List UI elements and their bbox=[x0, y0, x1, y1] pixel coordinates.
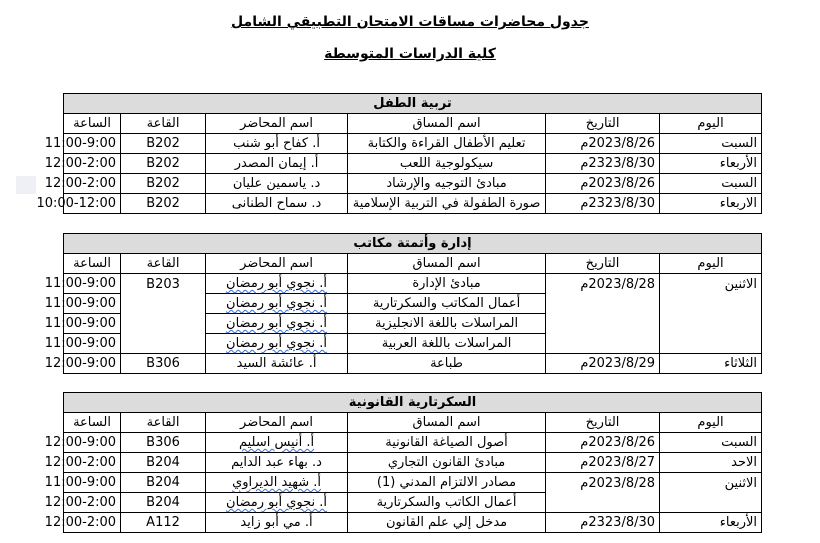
cell-day: الاثنين bbox=[660, 473, 762, 513]
cell-course: سيكولوجية اللعب bbox=[348, 154, 546, 174]
cell-time: 11:00-9:00 bbox=[64, 294, 121, 314]
section-title: تربية الطفل bbox=[64, 94, 762, 114]
cell-day: الأربعاء bbox=[660, 154, 762, 174]
cell-lecturer: د. ياسمين عليان bbox=[206, 174, 348, 194]
cell-date: 2023/8/26م bbox=[546, 433, 660, 453]
cell-lecturer: أ. كفاح أبو شنب bbox=[206, 134, 348, 154]
cell-day: الاحد bbox=[660, 453, 762, 473]
cell-room: B306 bbox=[121, 354, 206, 374]
cell-room: B306 bbox=[121, 433, 206, 453]
cell-time: 11:00-9:00 bbox=[64, 134, 121, 154]
cell-lecturer bbox=[206, 274, 348, 294]
cell-time: 12:00-2:00 bbox=[64, 174, 121, 194]
cell-lecturer: أ. مي أبو زايد bbox=[206, 513, 348, 533]
cell-date: 2323/8/30م bbox=[546, 154, 660, 174]
lecturer-name: أ. شهيد الديراوي bbox=[232, 475, 321, 490]
cell-day: السبت bbox=[660, 134, 762, 154]
section-title: السكرتارية القانونية bbox=[64, 393, 762, 413]
cell-lecturer: د. بهاء عبد الدايم bbox=[206, 453, 348, 473]
page-title: جدول محاضرات مساقات الامتحان التطبيقي الشامل bbox=[231, 14, 589, 30]
table-row bbox=[64, 473, 762, 493]
cell-time: 11:00-9:00 bbox=[64, 314, 121, 334]
cell-date: 2023/8/28م bbox=[546, 473, 660, 513]
header-day: اليوم bbox=[660, 413, 762, 433]
lecturer-name: أ. نجوي أبو رمضان bbox=[226, 296, 328, 311]
cell-room: B203 bbox=[121, 274, 206, 354]
header-lecturer: اسم المحاضر bbox=[206, 413, 348, 433]
table-row bbox=[64, 154, 762, 174]
cell-room: B202 bbox=[121, 174, 206, 194]
schedule-table-office-management bbox=[44, 233, 762, 374]
table-row bbox=[64, 433, 762, 453]
header-day: اليوم bbox=[660, 114, 762, 134]
cell-time: 12:00-9:00 bbox=[64, 354, 121, 374]
header-time: الساعة bbox=[64, 114, 121, 134]
cell-course: المراسلات باللغة الانجليزية bbox=[348, 314, 546, 334]
header-lecturer: اسم المحاضر bbox=[206, 114, 348, 134]
schedule-table-child-education bbox=[36, 93, 762, 214]
cell-time: 12:00-2:00 bbox=[64, 513, 121, 533]
section-title: إدارة وأتمتة مكاتب bbox=[64, 234, 762, 254]
cell-day: السبت bbox=[660, 174, 762, 194]
header-date: التاريخ bbox=[546, 413, 660, 433]
cell-day: الثلاثاء bbox=[660, 354, 762, 374]
cell-course: مبادئ التوجيه والإرشاد bbox=[348, 174, 546, 194]
cell-room: B202 bbox=[121, 154, 206, 174]
cell-time: 11:00-9:00 bbox=[64, 274, 121, 294]
cell-day: الاثنين bbox=[660, 274, 762, 354]
cell-lecturer bbox=[206, 294, 348, 314]
cell-lecturer bbox=[206, 314, 348, 334]
table-row bbox=[64, 453, 762, 473]
cell-time: 11:00-9:00 bbox=[64, 334, 121, 354]
table-row bbox=[64, 174, 762, 194]
header-lecturer: اسم المحاضر bbox=[206, 254, 348, 274]
cell-day: السبت bbox=[660, 433, 762, 453]
header-course: اسم المساق bbox=[348, 413, 546, 433]
cell-course: مبادئ الإدارة bbox=[348, 274, 546, 294]
header-date: التاريخ bbox=[546, 114, 660, 134]
cell-time: 12:00-2:00 bbox=[64, 453, 121, 473]
table-row bbox=[64, 194, 762, 214]
cell-time: 12:00-2:00 bbox=[64, 154, 121, 174]
cell-date: 2023/8/26م bbox=[546, 134, 660, 154]
cell-room: A112 bbox=[121, 513, 206, 533]
cell-course: مبادئ القانون التجاري bbox=[348, 453, 546, 473]
cell-time: 12:00-2:00 bbox=[64, 493, 121, 513]
cell-course: صورة الطفولة في التربية الإسلامية bbox=[348, 194, 546, 214]
header-time: الساعة bbox=[64, 413, 121, 433]
cell-date: 2023/8/27م bbox=[546, 453, 660, 473]
cell-time: 10:00-12:00 bbox=[64, 194, 121, 214]
header-course: اسم المساق bbox=[348, 114, 546, 134]
header-room: القاعة bbox=[121, 413, 206, 433]
cell-room: B204 bbox=[121, 473, 206, 493]
table-row bbox=[64, 354, 762, 374]
cell-course: تعليم الأطفال القراءة والكتابة bbox=[348, 134, 546, 154]
cell-course: المراسلات باللغة العربية bbox=[348, 334, 546, 354]
table-row bbox=[64, 513, 762, 533]
selection-marker bbox=[16, 176, 36, 194]
page-subtitle: كلية الدراسات المتوسطة bbox=[324, 46, 496, 62]
cell-lecturer bbox=[206, 493, 348, 513]
cell-lecturer bbox=[206, 433, 348, 453]
cell-course: أصول الصياغة القانونية bbox=[348, 433, 546, 453]
lecturer-name: أ. نجوي أبو رمضان bbox=[226, 276, 328, 291]
header-day: اليوم bbox=[660, 254, 762, 274]
header-course: اسم المساق bbox=[348, 254, 546, 274]
cell-room: B204 bbox=[121, 493, 206, 513]
cell-course: مدخل إلي علم القانون bbox=[348, 513, 546, 533]
cell-course: طباعة bbox=[348, 354, 546, 374]
cell-day: الاربعاء bbox=[660, 194, 762, 214]
cell-lecturer: د. سماح الطنانى bbox=[206, 194, 348, 214]
cell-date: 2023/8/29م bbox=[546, 354, 660, 374]
header-room: القاعة bbox=[121, 254, 206, 274]
cell-lecturer bbox=[206, 473, 348, 493]
table-row bbox=[64, 274, 762, 294]
cell-date: 2023/8/26م bbox=[546, 174, 660, 194]
lecturer-name: أ. نجوي أبو رمضان bbox=[226, 316, 328, 331]
cell-lecturer: أ. عائشة السيد bbox=[206, 354, 348, 374]
cell-course: مصادر الالتزام المدني (1) bbox=[348, 473, 546, 493]
cell-time: 12:00-9:00 bbox=[64, 433, 121, 453]
cell-course: أعمال الكاتب والسكرتارية bbox=[348, 493, 546, 513]
header-time: الساعة bbox=[64, 254, 121, 274]
cell-date: 2323/8/30م bbox=[546, 194, 660, 214]
cell-room: B204 bbox=[121, 453, 206, 473]
cell-date: 2023/8/28م bbox=[546, 274, 660, 354]
cell-room: B202 bbox=[121, 134, 206, 154]
header-room: القاعة bbox=[121, 114, 206, 134]
lecturer-name: أ. أنيس اسليم bbox=[238, 435, 315, 450]
cell-lecturer bbox=[206, 334, 348, 354]
lecturer-name: أ. نجوي أبو رمضان bbox=[226, 336, 328, 351]
header-date: التاريخ bbox=[546, 254, 660, 274]
cell-course: أعمال المكاتب والسكرتارية bbox=[348, 294, 546, 314]
cell-lecturer: أ. إيمان المصدر bbox=[206, 154, 348, 174]
lecturer-name: أ. نجوي أبو رمضان bbox=[226, 495, 328, 510]
schedule-table-legal-secretary bbox=[44, 392, 762, 533]
cell-room: B202 bbox=[121, 194, 206, 214]
table-row bbox=[64, 134, 762, 154]
cell-day: الأربعاء bbox=[660, 513, 762, 533]
cell-date: 2323/8/30م bbox=[546, 513, 660, 533]
cell-time: 11:00-9:00 bbox=[64, 473, 121, 493]
